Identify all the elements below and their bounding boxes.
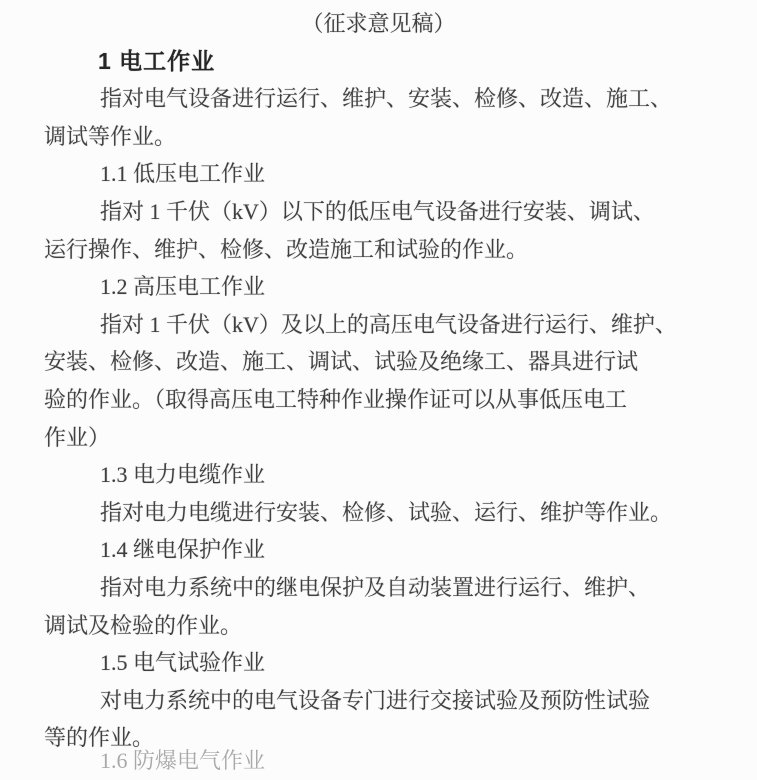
paragraph-line: 指对电力系统中的继电保护及自动装置进行运行、维护、: [100, 574, 651, 600]
paragraph-line: 安装、检修、改造、施工、调试、试验及绝缘工、器具进行试: [44, 349, 639, 375]
section-1-2-heading: 1.2 高压电工作业: [100, 274, 266, 300]
paragraph-line: 等的作业。: [44, 725, 155, 751]
paragraph-line: 调试及检验的作业。: [44, 612, 243, 638]
section-1-1-heading: 1.1 低压电工作业: [100, 161, 266, 187]
paragraph-line: 对电力系统中的电气设备专门进行交接试验及预防性试验: [100, 687, 651, 713]
paragraph-line: 验的作业。（取得高压电工特种作业操作证可以从事低压电工: [44, 386, 628, 412]
draft-label: （征求意见稿）: [301, 11, 456, 36]
section-1-5-heading: 1.5 电气试验作业: [100, 650, 266, 676]
paragraph-line: 运行操作、维护、检修、改造施工和试验的作业。: [44, 236, 529, 262]
section-1-6-heading-partial: 1.6 防爆电气作业: [100, 748, 266, 773]
paragraph-line: 调试等作业。: [44, 123, 177, 149]
paragraph-line: 作业）: [44, 424, 111, 450]
section-1-4-heading: 1.4 继电保护作业: [100, 537, 266, 563]
paragraph-line: 指对 1 千伏（kV）以下的低压电气设备进行安装、调试、: [100, 198, 655, 224]
paragraph-line: 指对电力电缆进行安装、检修、试验、运行、维护等作业。: [100, 499, 673, 525]
chapter-1-heading: 1 电工作业: [98, 47, 216, 74]
paragraph-line: 指对电气设备进行运行、维护、安装、检修、改造、施工、: [100, 86, 673, 112]
section-1-3-heading: 1.3 电力电缆作业: [100, 462, 266, 488]
paragraph-line: 指对 1 千伏（kV）及以上的高压电气设备进行运行、维护、: [100, 311, 677, 337]
